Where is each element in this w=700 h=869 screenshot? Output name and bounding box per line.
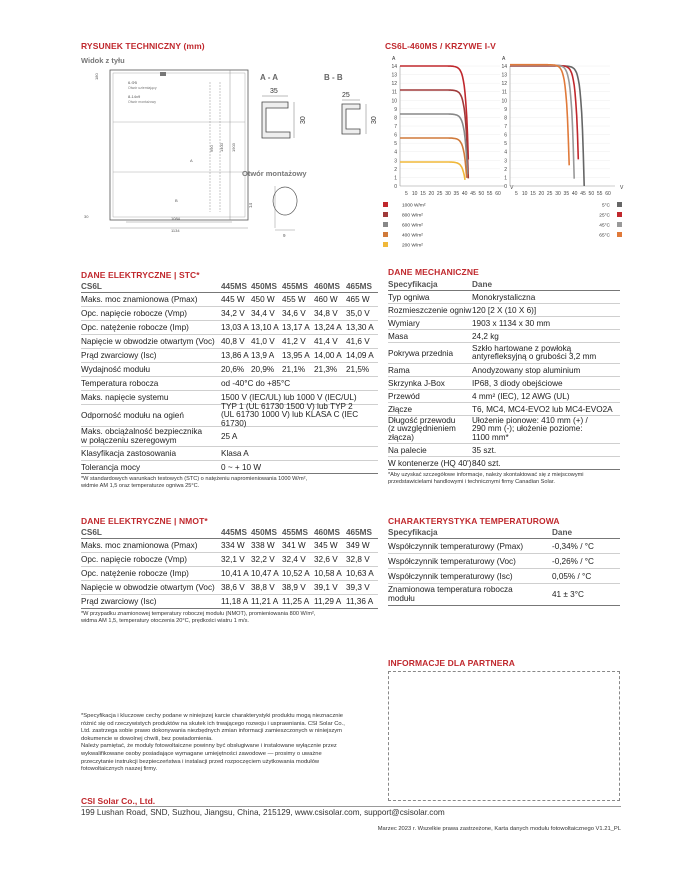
- row-value: 11,21 A: [251, 597, 279, 606]
- mech-row: [388, 291, 620, 304]
- tempc-row: [388, 554, 620, 569]
- x-tick: 55: [486, 191, 493, 197]
- row-value: 14,09 A: [346, 351, 374, 360]
- tempc-row: [388, 569, 620, 584]
- legend-swatch: [617, 222, 622, 227]
- row-label: Prąd zwarciowy (Isc): [81, 351, 157, 360]
- row-label: Opc. natężenie robocze (Imp): [81, 569, 189, 578]
- tempc-row-noct: Znamionowa temperatura robocza modułu 41 ± 3°C: [388, 584, 620, 606]
- nmot-row: [81, 539, 378, 553]
- stc-col: 445MS: [221, 282, 247, 291]
- legend-swatch: [383, 212, 388, 217]
- stc-row-class: Klasyfikacja zastosowania Klasa A: [81, 447, 378, 461]
- row-value: Anodyzowany stop aluminium: [472, 365, 581, 375]
- row-value: 20,6%: [221, 365, 245, 374]
- mech-row: [388, 304, 620, 317]
- legend-swatch: [383, 242, 388, 247]
- y-tick: 12: [391, 81, 397, 88]
- y-tick: 10: [391, 98, 397, 105]
- legend-temperature: 65°C: [599, 233, 610, 239]
- mech-footnote: *Aby uzyskać szczegółowe informacje, należy skontaktować się z miejscowymi przedstawicielami handlowymi i technicznymi firmy Canadian Solar.: [388, 472, 584, 485]
- nmot-header: CS6L 445MS 450MS 455MS 460MS 465MS: [81, 527, 378, 539]
- partner-box: [388, 671, 620, 801]
- axis-unit-a: A: [392, 56, 396, 62]
- stc-row: [81, 363, 378, 377]
- nmot-row: [81, 581, 378, 595]
- row-value: 349 W: [346, 541, 370, 550]
- x-tick: 30: [445, 191, 451, 197]
- row-value: 10,63 A: [346, 569, 374, 578]
- mech-row-front: Pokrywa przednia Szkło hartowane z powłoką antyrefleksyjną o grubości 3,2 mm: [388, 343, 620, 364]
- legend-irradiance: 800 W/m²: [402, 213, 423, 219]
- y-tick: 8: [394, 115, 397, 122]
- row-value: 11,25 A: [282, 597, 310, 606]
- y-tick: 3: [504, 158, 507, 165]
- mech-row-cable: Długość przewodu (z uwzględnieniem złącza) Ułożenie pionowe: 410 mm (+) / 290 mm (-); ułożenie poziome: 1100 mm*: [388, 416, 620, 444]
- row-label: Napięcie w obwodzie otwartym (Voc): [81, 337, 215, 346]
- legend-swatch: [383, 232, 388, 237]
- mech-row: [388, 330, 620, 343]
- y-tick: 0: [394, 184, 397, 190]
- row-value: 338 W: [251, 541, 275, 550]
- row-label: Skrzynka J-Box: [388, 378, 445, 388]
- axis-unit-v: V: [620, 185, 624, 191]
- dim-1084: 1084: [171, 216, 180, 221]
- mech-row: [388, 317, 620, 330]
- row-value: 32,4 V: [282, 555, 306, 564]
- y-tick: 13: [391, 72, 397, 79]
- x-tick: 20: [538, 191, 545, 197]
- legend-irradiance: 400 W/m²: [402, 233, 423, 239]
- row-value: 11,36 A: [346, 597, 374, 606]
- row-label: Maks. moc znamionowa (Pmax): [81, 295, 198, 304]
- row-value: 13,24 A: [314, 323, 342, 332]
- row-value: 32,8 V: [346, 555, 370, 564]
- row-value: 10,47 A: [251, 569, 279, 578]
- row-value: 39,3 V: [346, 583, 370, 592]
- frame-profile-a: [262, 102, 290, 138]
- nmot-row: [81, 595, 378, 609]
- legend-swatch: [617, 202, 622, 207]
- x-tick: 25: [546, 191, 553, 197]
- axis-unit-a: A: [502, 56, 506, 62]
- footer-rule: [81, 806, 621, 807]
- dim-30a: 30: [300, 116, 307, 124]
- y-tick: 6: [504, 132, 507, 139]
- x-tick: 15: [420, 191, 426, 197]
- row-label: Przewód: [388, 391, 420, 401]
- row-value: 38,6 V: [221, 583, 245, 592]
- y-tick: 13: [501, 72, 507, 79]
- row-value: 38,9 V: [282, 583, 306, 592]
- row-value: 10,58 A: [314, 569, 342, 578]
- legend-swatch: [617, 232, 622, 237]
- row-value: 1903 x 1134 x 30 mm: [472, 318, 551, 328]
- back-view-label: Widok z tyłu: [81, 56, 125, 65]
- y-tick: 11: [501, 89, 507, 96]
- y-tick: 10: [501, 98, 507, 105]
- x-tick: 60: [605, 191, 611, 197]
- stc-row-tol: Tolerancja mocy 0 ~ + 10 W: [81, 461, 378, 474]
- row-value: 13,9 A: [251, 351, 275, 360]
- row-value: 41,2 V: [282, 337, 306, 346]
- y-tick: 4: [394, 149, 397, 156]
- stc-footnote: *W standardowych warunkach testowych (STC) o natężeniu napromieniowania 1000 W/m², widmie AM 1,5 oraz temperaturze ogniwa 25°C.: [81, 476, 308, 489]
- row-value: 13,17 A: [282, 323, 310, 332]
- row-label: Masa: [388, 331, 409, 341]
- y-tick: 14: [501, 64, 507, 70]
- legend-swatch: [617, 212, 622, 217]
- row-value: 41,4 V: [314, 337, 338, 346]
- stc-title: DANE ELEKTRYCZNE | STC*: [81, 270, 200, 280]
- hole2-label: 8-14x9: [128, 94, 141, 99]
- tempc-table: [388, 527, 620, 606]
- row-value: 34,4 V: [251, 309, 275, 318]
- x-tick: 60: [495, 191, 501, 197]
- row-value: 11,29 A: [314, 597, 342, 606]
- stc-row-fuse: Maks. obciążalność bezpiecznika w połączeniu szeregowym 25 A: [81, 427, 378, 447]
- row-label: Opc. natężenie robocze (Imp): [81, 323, 189, 332]
- stc-col: 465MS: [346, 282, 372, 291]
- iv-curve: [400, 114, 468, 174]
- disclaimer: *Specyfikacja i kluczowe cechy podane w niniejszej karcie charakterystyki produktu mogą nieznacznie różnić się od rzeczywistych produktów na skutek ich trwającego rozwoju i usprawniania. CSI Solar Co., Ltd. zastrzega sobie prawo dokonywania niezbędnych zmian informacji zamieszczonych w niniejszym dokumencie w dowolnej chwili, bez powiadomienia. Należy pamiętać, że moduły fotowoltaiczne powinny być obsługiwane i instalowane wyłącznie przez wykwalifikowane osoby posiadające wymagane umiejętności zawodowe — prosimy o uważne przeczytanie instrukcji bezpieczeństwa i instalacji przed rozpoczęciem użytkowania modułów fotowoltaicznych naszej firmy.: [81, 713, 345, 773]
- iv-curve: [510, 65, 569, 166]
- mech-table: [388, 279, 620, 486]
- hole2-desc: Otwór montażowy: [128, 100, 157, 104]
- dim-30b: 30: [371, 116, 378, 124]
- frame-profile-b: [342, 104, 360, 134]
- x-tick: 20: [428, 191, 435, 197]
- section-aa-label: A - A: [260, 73, 279, 82]
- y-tick: 6: [394, 132, 397, 139]
- dim-1134: 1134: [171, 228, 180, 233]
- section-bb-label: B - B: [324, 73, 343, 82]
- row-value: 32,1 V: [221, 555, 245, 564]
- y-tick: 1: [504, 175, 507, 182]
- x-tick: 5: [404, 191, 408, 197]
- y-tick: 9: [394, 106, 397, 113]
- row-value: 21,3%: [314, 365, 338, 374]
- mech-row: [388, 390, 620, 403]
- row-label: Współczynnik temperaturowy (Isc): [388, 571, 513, 581]
- row-value: Monokrystaliczna: [472, 292, 536, 302]
- legend-temperature: 5°C: [601, 203, 610, 209]
- y-tick: 2: [504, 166, 507, 173]
- row-value: 345 W: [314, 541, 338, 550]
- mech-row: [388, 364, 620, 377]
- row-label: Opc. napięcie robocze (Vmp): [81, 309, 188, 318]
- legend-temperature: 45°C: [599, 223, 610, 229]
- row-value: 41,6 V: [346, 337, 370, 346]
- row-value: 13,95 A: [282, 351, 310, 360]
- stc-table: [81, 281, 378, 490]
- dim-1903: 1903: [231, 143, 236, 152]
- mount-hole-label: Otwór montażowy: [242, 169, 307, 178]
- row-label: Maks. moc znamionowa (Pmax): [81, 541, 198, 550]
- row-value: 20,9%: [251, 365, 275, 374]
- row-value: 34,8 V: [314, 309, 338, 318]
- row-value: 13,10 A: [251, 323, 279, 332]
- technical-drawing: [80, 62, 380, 240]
- junction-box: [160, 72, 166, 76]
- stc-row: [81, 321, 378, 335]
- x-tick: 45: [580, 191, 586, 197]
- y-tick: 5: [504, 141, 507, 148]
- iv-title: CS6L-460MS / KRZYWE I-V: [385, 41, 496, 51]
- hole1-desc: Otwór uziemiający: [128, 86, 157, 90]
- y-tick: 14: [391, 64, 397, 70]
- y-tick: 4: [504, 149, 507, 156]
- x-tick: 55: [596, 191, 603, 197]
- panel-outline: [110, 70, 248, 220]
- mech-title: DANE MECHANICZNE: [388, 267, 479, 277]
- dim-30: 30: [84, 214, 89, 219]
- iv-curves-chart: [380, 50, 630, 250]
- row-value: 460 W: [314, 295, 338, 304]
- row-value: 341 W: [282, 541, 306, 550]
- x-tick: 10: [411, 191, 418, 197]
- x-tick: 40: [571, 191, 578, 197]
- y-tick: 5: [394, 141, 397, 148]
- row-value: 35,0 V: [346, 309, 370, 318]
- row-value: 11,18 A: [221, 597, 249, 606]
- tempc-title: CHARAKTERYSTYKA TEMPERATUROWA: [388, 516, 560, 526]
- stc-row-sys: Maks. napięcie systemu 1500 V (IEC/UL) lub 1000 V (IEC/UL): [81, 391, 378, 405]
- mech-row-container: W kontenerze (HQ 40') 840 szt.: [388, 457, 620, 470]
- nmot-row: [81, 553, 378, 567]
- row-value: 34,6 V: [282, 309, 306, 318]
- row-value: 21,5%: [346, 365, 370, 374]
- footer-address: 199 Lushan Road, SND, Suzhou, Jiangsu, China, 215129, www.csisolar.com, support@csisolar.com: [81, 808, 445, 817]
- row-value: 34,2 V: [221, 309, 245, 318]
- iv-curve: [400, 66, 468, 160]
- row-value: 10,41 A: [221, 569, 249, 578]
- mech-row: [388, 403, 620, 416]
- row-value: 32,6 V: [314, 555, 338, 564]
- label-b: B: [175, 198, 178, 203]
- row-value: 14,00 A: [314, 351, 342, 360]
- legend-swatch: [383, 202, 388, 207]
- mech-header: Specyfikacja Dane: [388, 279, 620, 291]
- stc-row: [81, 307, 378, 321]
- row-value: -0,26% / °C: [552, 556, 594, 566]
- stc-row: [81, 335, 378, 349]
- row-label: Wymiary: [388, 318, 420, 328]
- row-value: 445 W: [221, 295, 245, 304]
- row-label: Rama: [388, 365, 410, 375]
- legend-irradiance: 1000 W/m²: [402, 203, 426, 209]
- y-tick: 9: [504, 106, 507, 113]
- row-value: 4 mm² (IEC), 12 AWG (UL): [472, 391, 570, 401]
- x-tick: 15: [530, 191, 536, 197]
- stc-row: [81, 349, 378, 363]
- row-label: Rozmieszczenie ogniw: [388, 305, 472, 315]
- x-tick: 35: [453, 191, 460, 197]
- partner-title: INFORMACJE DLA PARTNERA: [388, 658, 515, 668]
- legend-irradiance: 600 W/m²: [402, 223, 423, 229]
- y-tick: 3: [394, 158, 397, 165]
- legend-temperature: 25°C: [599, 213, 610, 219]
- stc-col-model: CS6L: [81, 282, 102, 291]
- row-label: Opc. napięcie robocze (Vmp): [81, 555, 188, 564]
- row-label: Prąd zwarciowy (Isc): [81, 597, 157, 606]
- mech-row: [388, 377, 620, 390]
- y-tick: 0: [504, 184, 507, 190]
- row-value: 450 W: [251, 295, 275, 304]
- row-value: 40,8 V: [221, 337, 245, 346]
- row-label: Złącze: [388, 404, 413, 414]
- iv-curve: [400, 90, 468, 178]
- dim-14: 14: [248, 202, 253, 208]
- dim-1400: 1400: [219, 143, 224, 152]
- stc-row-fire: Odporność modułu na ogień TYP 1 (UL 61730 1500 V) lub TYP 2 (UL 61730 1000 V) lub KLASA C (IEC 61730): [81, 405, 378, 427]
- mount-hole-shape: [273, 187, 297, 215]
- y-tick: 2: [394, 166, 397, 173]
- footer-version: Marzec 2023 r. Wszelkie prawa zastrzeżone, Karta danych modułu fotowoltaicznego V1.21_PL: [377, 826, 621, 832]
- row-label: Typ ogniwa: [388, 292, 430, 302]
- row-label: Współczynnik temperaturowy (Pmax): [388, 541, 524, 551]
- y-tick: 7: [394, 124, 397, 130]
- row-value: 10,52 A: [282, 569, 310, 578]
- stc-col: 455MS: [282, 282, 308, 291]
- x-tick: 30: [555, 191, 561, 197]
- stc-col: 450MS: [251, 282, 277, 291]
- x-tick: 50: [588, 191, 595, 197]
- row-value: 13,03 A: [221, 323, 249, 332]
- axis-unit-v: V: [510, 185, 514, 191]
- row-value: 21,1%: [282, 365, 306, 374]
- row-value: -0,34% / °C: [552, 541, 594, 551]
- footer-company: CSI Solar Co., Ltd.: [81, 796, 156, 806]
- tempc-header: Specyfikacja Dane: [388, 527, 620, 539]
- x-tick: 25: [436, 191, 443, 197]
- iv-curve: [400, 138, 467, 178]
- row-value: 38,8 V: [251, 583, 275, 592]
- dim-25: 25: [342, 92, 350, 99]
- y-tick: 11: [391, 89, 397, 96]
- row-value: 13,86 A: [221, 351, 249, 360]
- dim-9: 9: [283, 233, 286, 238]
- row-value: 24,2 kg: [472, 331, 499, 341]
- row-value: 0,05% / °C: [552, 571, 592, 581]
- row-value: 465 W: [346, 295, 370, 304]
- x-tick: 10: [521, 191, 528, 197]
- x-tick: 50: [478, 191, 485, 197]
- row-value: 455 W: [282, 295, 306, 304]
- drawing-title: RYSUNEK TECHNICZNY (mm): [81, 41, 205, 51]
- row-value: IP68, 3 diody obejściowe: [472, 378, 563, 388]
- stc-row: [81, 293, 378, 307]
- row-label: Napięcie w obwodzie otwartym (Voc): [81, 583, 215, 592]
- row-value: T6, MC4, MC4-EVO2 lub MC4-EVO2A: [472, 404, 613, 414]
- row-value: 13,30 A: [346, 323, 374, 332]
- tempc-row: [388, 539, 620, 554]
- y-tick: 12: [501, 81, 507, 88]
- x-tick: 45: [470, 191, 476, 197]
- legend-swatch: [383, 222, 388, 227]
- y-tick: 8: [504, 115, 507, 122]
- nmot-table: [81, 527, 378, 625]
- row-label: Współczynnik temperaturowy (Voc): [388, 556, 516, 566]
- stc-row-temp: Temperatura robocza od -40°C do +85°C: [81, 377, 378, 391]
- x-tick: 5: [514, 191, 518, 197]
- dim-180: 180: [94, 73, 99, 80]
- stc-col: 460MS: [314, 282, 340, 291]
- y-tick: 7: [504, 124, 507, 130]
- nmot-title: DANE ELEKTRYCZNE | NMOT*: [81, 516, 208, 526]
- nmot-footnote: *W przypadku znamionowej temperatury roboczej modułu (NMOT), promieniowania 800 W/m², widma AM 1,5, temperatury otoczenia 20°C, prędkości wiatru 1 m/s.: [81, 611, 316, 624]
- mech-row-pallet: Na palecie 35 szt.: [388, 444, 620, 457]
- x-tick: 35: [563, 191, 570, 197]
- row-label: Wydajność modułu: [81, 365, 151, 374]
- dim-990: 990: [209, 145, 214, 152]
- row-value: 41,0 V: [251, 337, 275, 346]
- legend-irradiance: 200 W/m²: [402, 243, 423, 249]
- hole1-label: 6-Φ5: [128, 80, 137, 85]
- row-value: 39,1 V: [314, 583, 338, 592]
- label-a: A: [190, 158, 193, 163]
- row-value: 334 W: [221, 541, 245, 550]
- x-tick: 40: [461, 191, 468, 197]
- row-value: 120 [2 X (10 X 6)]: [472, 305, 537, 315]
- y-tick: 1: [394, 175, 397, 182]
- row-value: 32,2 V: [251, 555, 275, 564]
- dim-35: 35: [270, 88, 278, 95]
- nmot-row: [81, 567, 378, 581]
- stc-header: [81, 281, 378, 293]
